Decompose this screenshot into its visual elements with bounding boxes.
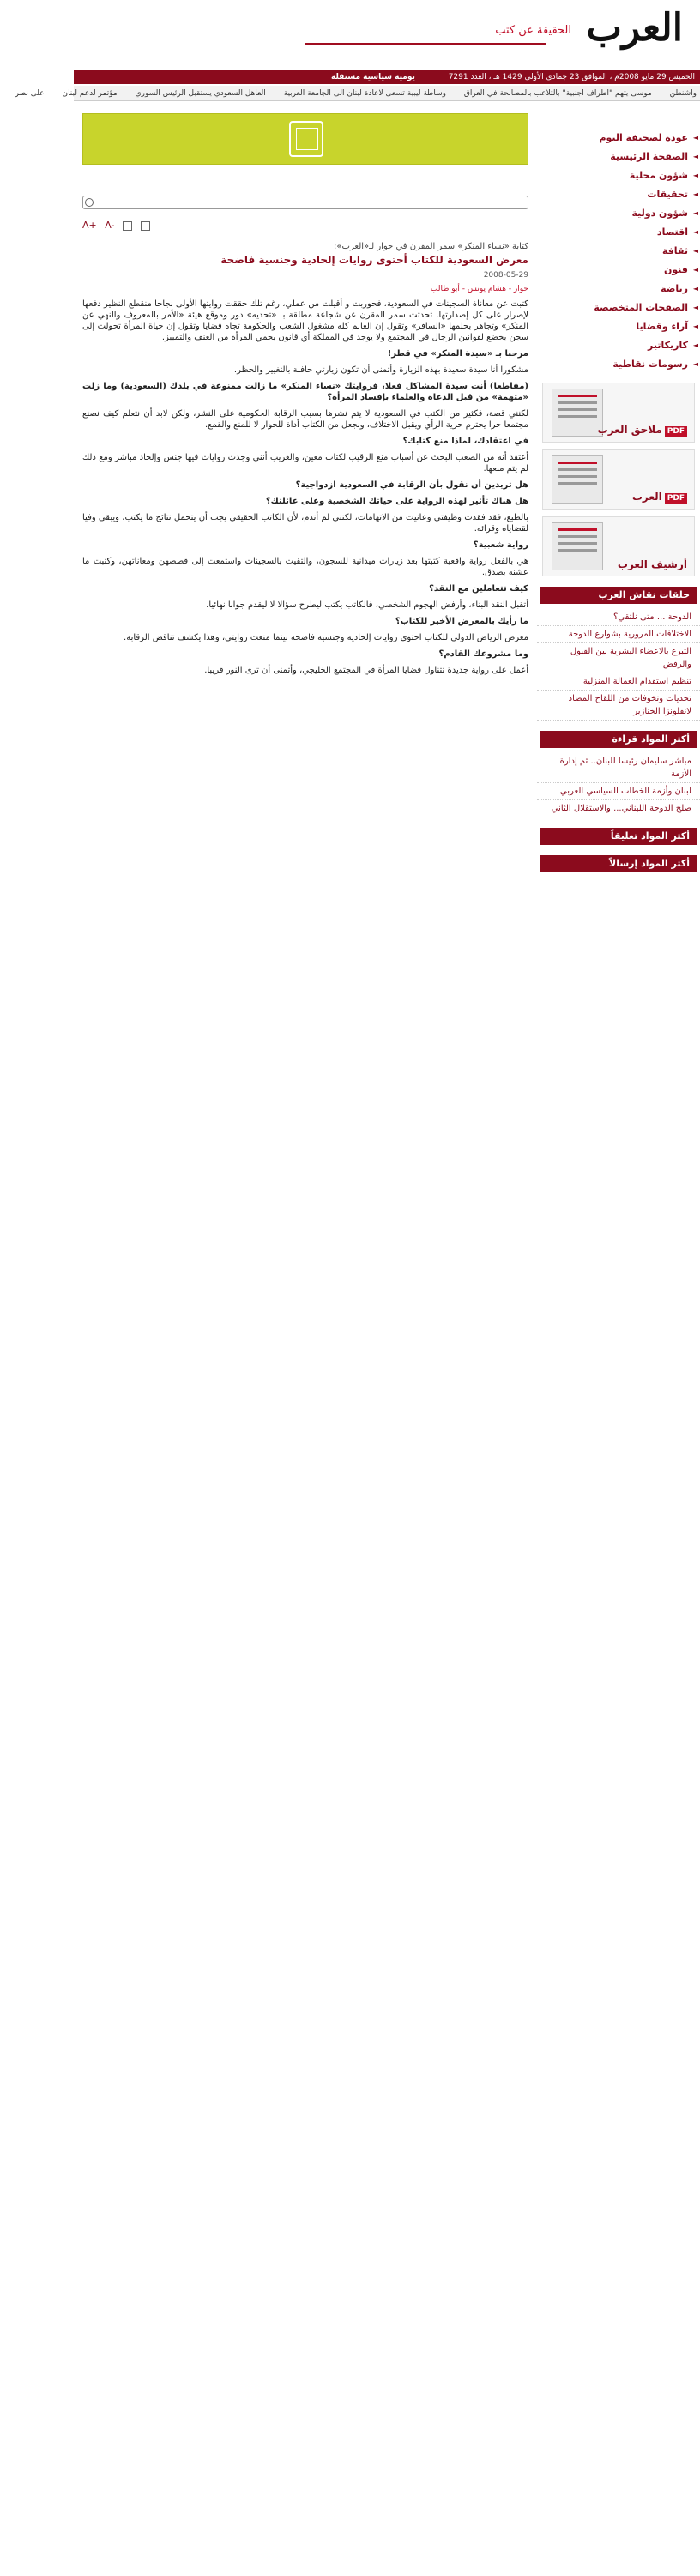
article-byline: حوار - هشام يونس - أبو طالب bbox=[430, 285, 528, 293]
article-question: رواية شعبية؟ bbox=[473, 540, 528, 550]
paper-brand: يومية سياسية مستقلة bbox=[331, 73, 415, 81]
radio-icon[interactable] bbox=[85, 198, 94, 207]
article-body bbox=[82, 299, 528, 676]
most-read-heading: أكثر المواد قراءة bbox=[540, 731, 697, 748]
article-question: كيف تتعاملين مع النقد؟ bbox=[429, 584, 528, 594]
issue-date: الخميس 29 مايو 2008م ، الموافق 23 جمادى الأولى 1429 هـ ، العدد 7291 bbox=[448, 73, 695, 81]
most-read-link[interactable]: لبنان وأزمة الخطاب السياسي العربي bbox=[537, 783, 700, 800]
nav-item-investigations[interactable]: ◄ تحقيقات bbox=[537, 185, 700, 204]
nav-item-caricature[interactable]: ◄ كاريكاتير bbox=[537, 336, 700, 355]
discussion-link[interactable]: الدوحة ... متى نلتقي؟ bbox=[537, 609, 700, 626]
article-kicker: كتابة «نساء المنكر» سمر المقرن في حوار لـ«العرب»: bbox=[333, 242, 528, 251]
article-tools bbox=[82, 220, 528, 233]
discussion-link[interactable]: تحديات وتخوفات من اللقاح المضاد لانفلونزا الخنازير bbox=[537, 691, 700, 721]
device-icon bbox=[289, 121, 323, 157]
nav-item-specialized[interactable]: ◄ الصفحات المتخصصة bbox=[537, 299, 700, 317]
most-sent-heading[interactable]: أكثر المواد إرسالاً bbox=[540, 855, 697, 872]
email-icon[interactable] bbox=[141, 221, 150, 231]
article-question: (مقاطعا) أنت سيدة المشاكل فعلا، فروايتك «نساء المنكر» ما زالت ممنوعة في بلدك (السعودية) وما زلت «متهمة» من قبل الدعاة والعلماء بإفساد المرأة؟ bbox=[82, 382, 528, 402]
search-bar[interactable] bbox=[82, 196, 528, 209]
promo-label: أرشيف العرب bbox=[617, 558, 687, 570]
discussion-link[interactable]: تنظيم استقدام العمالة المنزلية bbox=[537, 673, 700, 691]
nav-item-sports[interactable]: ◄ رياضة bbox=[537, 280, 700, 299]
article-question: في اعتقادك، لماذا منع كتابك؟ bbox=[402, 437, 528, 446]
primary-nav bbox=[537, 129, 700, 374]
nav-item-economy[interactable]: ◄ اقتصاد bbox=[537, 223, 700, 242]
logo-text: العرب bbox=[586, 6, 683, 50]
article-question: مرحبا بـ «سيدة المنكر» في قطر! bbox=[387, 349, 528, 359]
header-rule bbox=[305, 43, 546, 45]
article-paragraph: أعمل على رواية جديدة تتناول قضايا المرأة في المجتمع الخليجي، وأتمنى أن ترى النور قريبا. bbox=[204, 666, 528, 675]
font-increase-button[interactable]: A+ bbox=[82, 220, 97, 231]
news-ticker bbox=[15, 86, 700, 101]
nav-item-home[interactable]: ◄ الصفحة الرئيسية bbox=[537, 148, 700, 166]
promo-label: ملاحق العرب bbox=[597, 424, 662, 436]
pdf-badge: PDF bbox=[665, 426, 687, 437]
article-paragraph: أتقبل النقد البناء، وأرفض الهجوم الشخصي، فالكاتب يكتب ليطرح سؤالا لا ليقدم جوابا نهائيا. bbox=[206, 600, 528, 610]
font-decrease-button[interactable]: A- bbox=[105, 220, 115, 231]
site-header bbox=[74, 0, 700, 70]
ticker-item[interactable]: العاهل السعودي يستقبل الرئيس السوري bbox=[135, 89, 266, 98]
article-question: ما رأيك بالمعرض الأخير للكتاب؟ bbox=[395, 617, 528, 626]
article-paragraph: أعتقد أنه من الصعب البحث عن أسباب منع الرقيب لكتاب معين، والغريب أنني وجدت روايات فيها جنس وإلحاد مباشر ومع ذلك لم يتم منعها. bbox=[82, 453, 528, 474]
article-date: 2008-05-29 bbox=[483, 271, 528, 280]
promo-pdf[interactable] bbox=[542, 449, 695, 510]
discussion-link[interactable]: الاختلافات المرورية بشوارع الدوحة bbox=[537, 626, 700, 643]
article-paragraph: مشكورا أنا سيدة سعيدة بهذه الزيارة وأتمنى أن تكون زيارتي حافلة بالتغيير والحظر. bbox=[233, 365, 528, 375]
print-icon[interactable] bbox=[123, 221, 132, 231]
most-read-link[interactable]: صلح الدوحة اللبناني... والاستقلال الثاني bbox=[537, 800, 700, 817]
logo-tagline: الحقيقة عن كثب bbox=[495, 24, 571, 37]
nav-item-arts[interactable]: ◄ فنون bbox=[537, 261, 700, 280]
right-sidebar bbox=[537, 129, 700, 878]
nav-item-drawings[interactable]: ◄ رسومات نقاطية bbox=[537, 355, 700, 374]
nav-item-back[interactable]: ◄ عودة لصحيفة اليوم bbox=[537, 129, 700, 148]
article-paragraph: كتبت عن معاناة السجينات في السعودية، فحوربت و أقيلت من عملي، رغم تلك حققت روايتها الأولى نجاحا منقطع النظير دفعها لإصرار على كل إصدارتها. تحدثت سمر المقرن عن شجاعة مطلقة بـ «تحديه» دور وموقع هيئة «الأمر بالمعروف والنهي عن المنكر» وتجاهر بحلمها «السافر» وتقول إن العالم كله مشغول الشعب والحكومة تجاه قضايا وتقول إن حياة المرأة تحولت إلى سجن يخضع لقوانين الرجال في المجتمع ولا يوجد في المملكة أي قانون يحمي المرأة من العنف والتمييز. bbox=[82, 299, 528, 342]
nav-item-international[interactable]: ◄ شؤون دولية bbox=[537, 204, 700, 223]
most-commented-heading[interactable]: أكثر المواد تعليقاً bbox=[540, 828, 697, 845]
most-read-link[interactable]: مباشر سليمان رئيسا للبنان.. ثم إدارة الأزمة bbox=[537, 753, 700, 783]
newspaper-icon bbox=[552, 522, 603, 570]
article-question: هل هناك تأثير لهذه الرواية على حياتك الشخصية وعلى عائلتك؟ bbox=[265, 497, 528, 506]
nav-item-local[interactable]: ◄ شؤون محلية bbox=[537, 166, 700, 185]
ticker-item[interactable]: مؤتمر لدعم لبنان bbox=[62, 89, 118, 98]
main-content bbox=[82, 113, 528, 681]
promo-supplements[interactable] bbox=[542, 383, 695, 443]
promo-archive[interactable] bbox=[542, 516, 695, 576]
article-paragraph: بالطبع، فقد فقدت وظيفتي وعانيت من الاتهامات، لكنني لم أندم، لأن الكاتب الحقيقي يجب أن يتحمل نتائج ما يكتب، ويبقى وفيا لقضاياه وقرائه. bbox=[82, 513, 528, 534]
article-question: هل تريدين أن نقول بأن الرقابة في السعودية ازدواجية؟ bbox=[295, 480, 528, 490]
pdf-badge: PDF bbox=[665, 493, 687, 504]
nav-item-opinions[interactable]: ◄ آراء وقضايا bbox=[537, 317, 700, 336]
ticker-item[interactable]: وساطة ليبية تسعى لاعادة لبنان الى الجامعة العربية bbox=[283, 89, 446, 98]
article-headline: معرض السعودية للكتاب أحتوى روايات إلحادية وجنسية فاضحة bbox=[220, 254, 528, 266]
promo-label: العرب bbox=[631, 491, 662, 503]
discussion-heading: حلقات نقاش العرب bbox=[540, 587, 697, 604]
ticker-item[interactable]: على نصر bbox=[15, 89, 45, 98]
article-question: وما مشروعك القادم؟ bbox=[438, 649, 528, 659]
article-paragraph: هي بالفعل رواية واقعية كتبتها بعد زيارات ميدانية للسجون، والتقيت بالسجينات واستمعت إلى قصصهن ومعاناتهن، وكتبت ما عشنه بصدق. bbox=[82, 557, 528, 577]
ticker-item[interactable]: موسى يتهم "اطراف اجنبية" بالتلاعب بالمصالحة في العراق bbox=[463, 89, 652, 98]
newspaper-icon bbox=[552, 389, 603, 437]
date-bar bbox=[74, 70, 700, 84]
ticker-item[interactable]: واشنطن bbox=[669, 89, 697, 98]
article-paragraph: لكنني قصة، فكثير من الكتب في السعودية لا يتم نشرها بسبب الرقابة الحكومية على النشر، ولكن لابد أن نتعلم كيف نصنع مجتمعا حرا يحترم حرية الرأي ويقبل الاختلاف، ونجعل من الكتاب أداة للحوار لا للمنع والقمع. bbox=[82, 409, 528, 430]
ad-banner[interactable] bbox=[82, 113, 528, 165]
discussion-link[interactable]: التبرع بالاعضاء البشرية بين القبول والرفض bbox=[537, 643, 700, 673]
nav-item-culture[interactable]: ◄ ثقافة bbox=[537, 242, 700, 261]
newspaper-icon bbox=[552, 455, 603, 504]
article-paragraph: معرض الرياض الدولي للكتاب احتوى روايات إلحادية وجنسية فاضحة بينما منعت روايتي، وهذا يكشف تناقض الرقابة. bbox=[124, 633, 528, 642]
